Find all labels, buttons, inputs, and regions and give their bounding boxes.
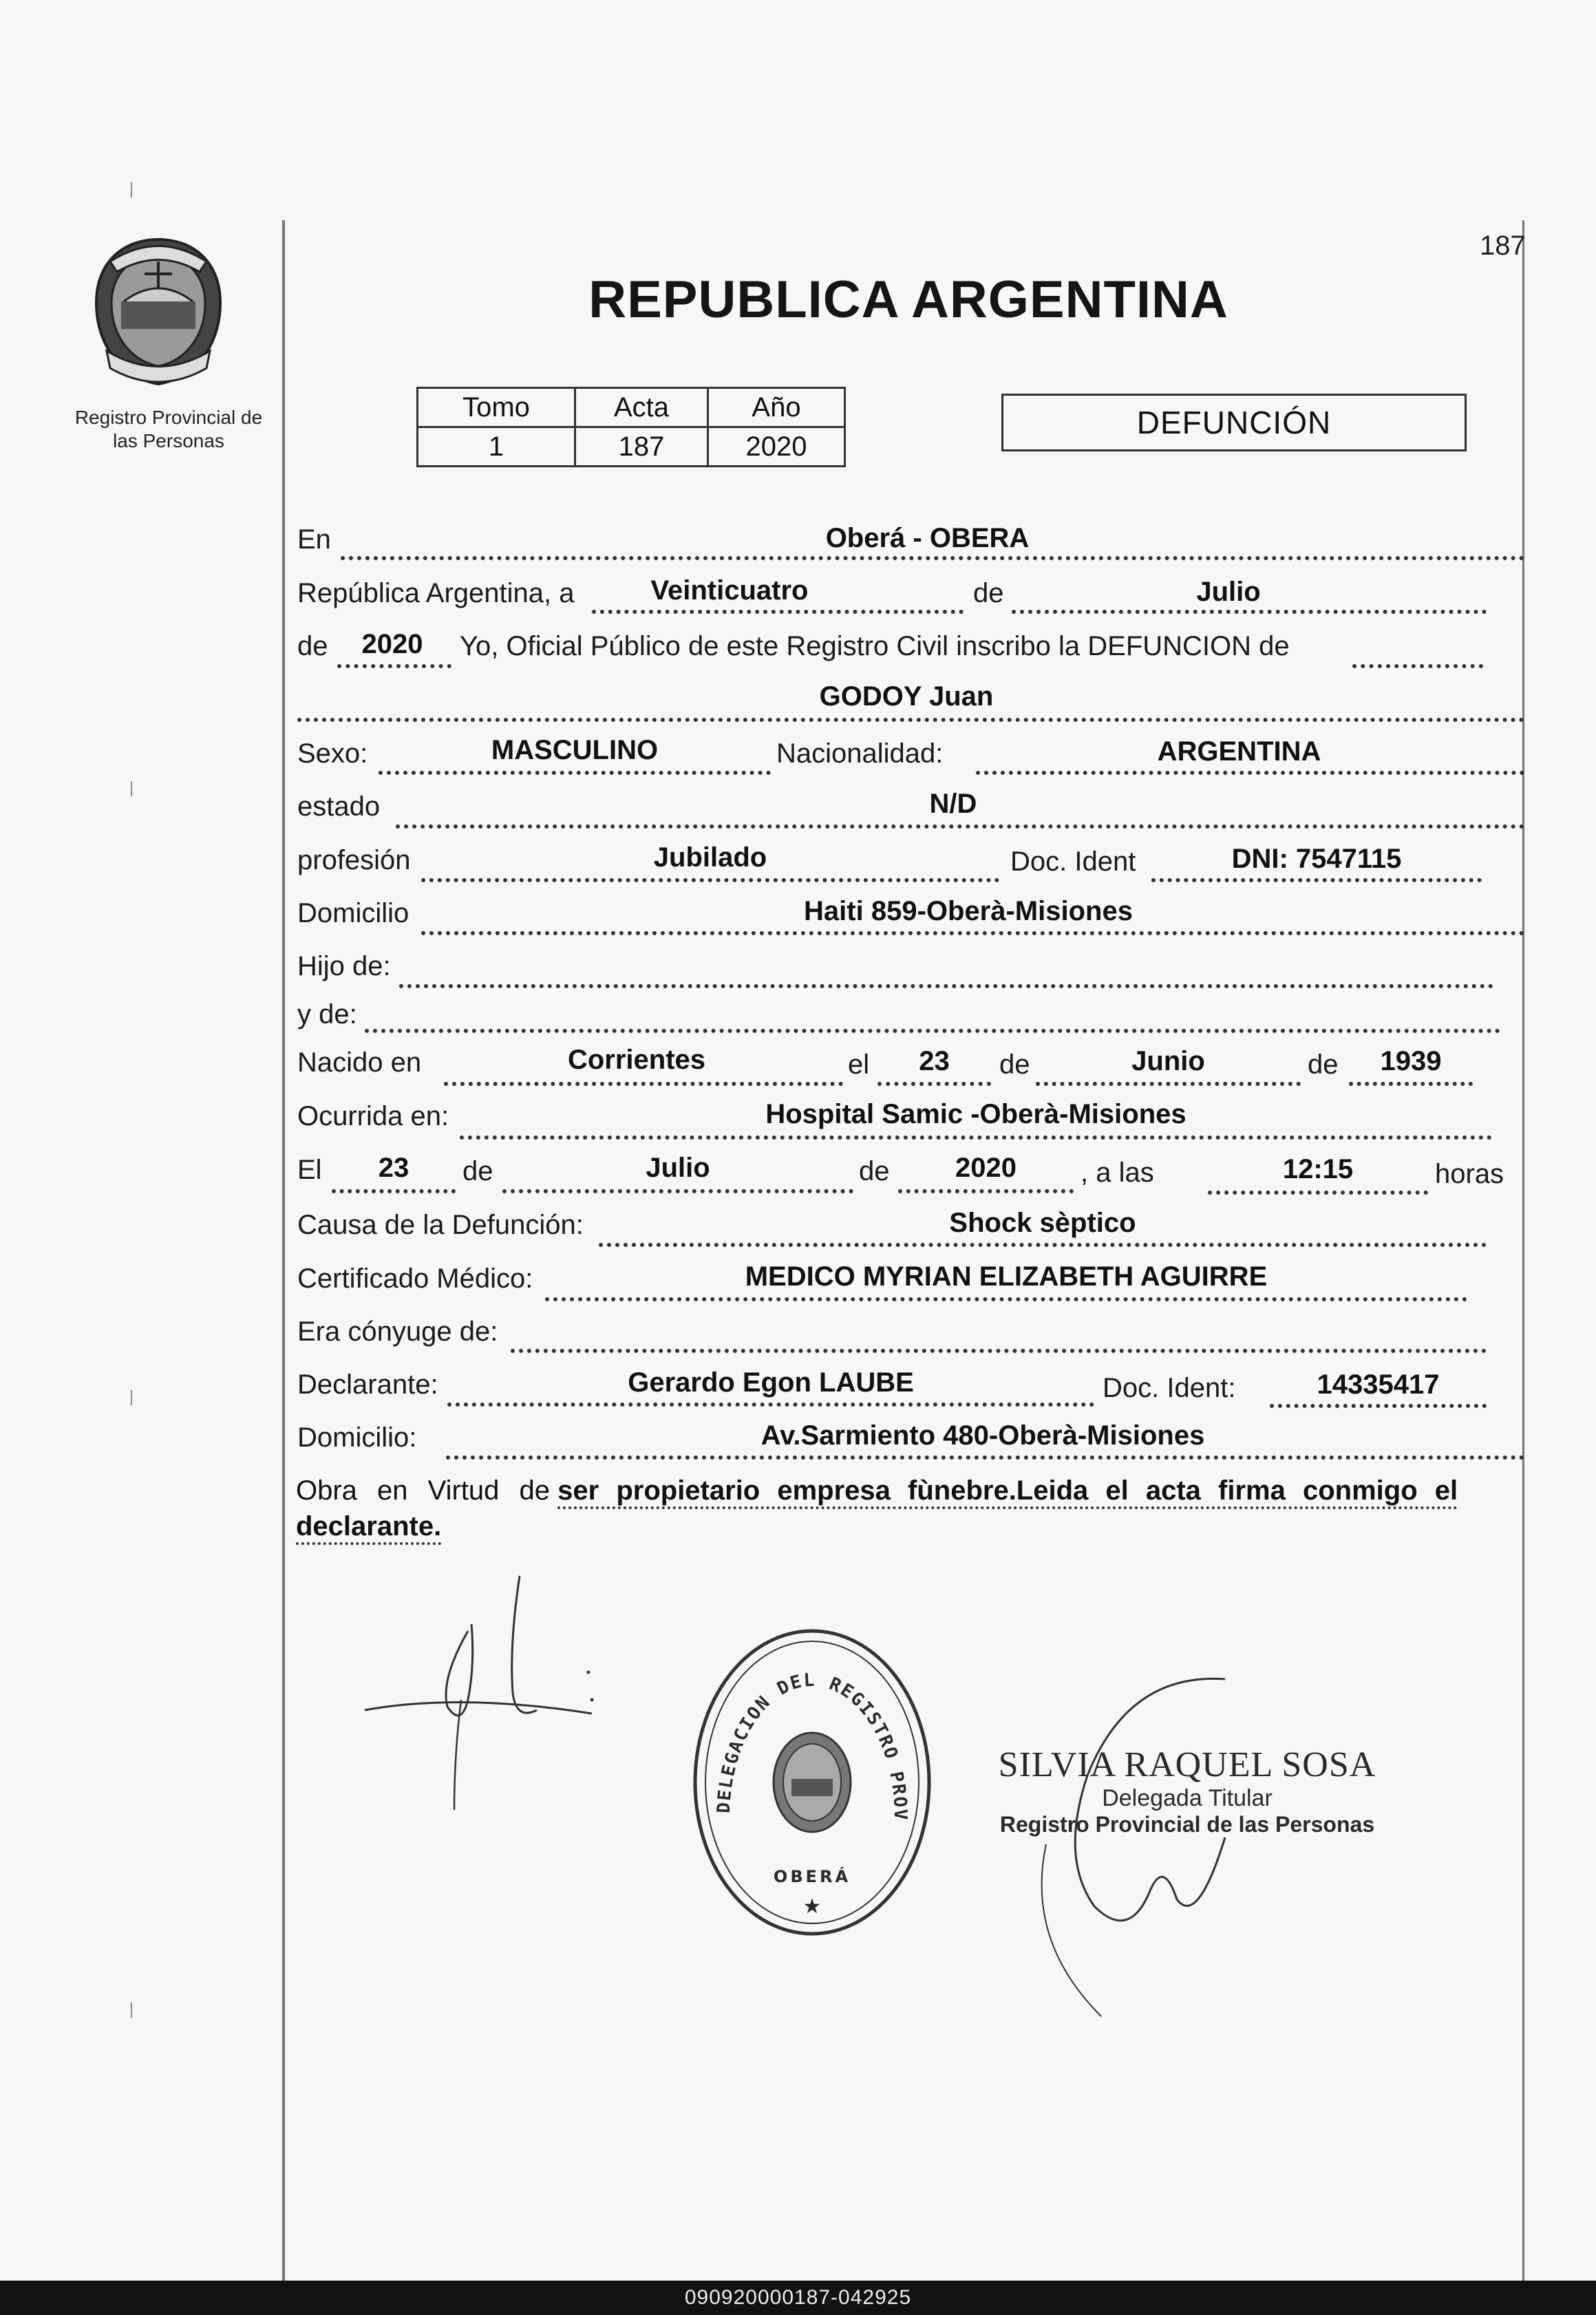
dotted-line	[898, 1189, 1074, 1193]
label-y-de: y de:	[297, 999, 357, 1030]
label-nacionalidad: Nacionalidad:	[776, 738, 944, 769]
value-death-time: 12:15	[1282, 1154, 1354, 1184]
label-horas: horas	[1435, 1159, 1504, 1189]
dotted-line	[421, 878, 999, 882]
label-domicilio: Domicilio	[297, 898, 409, 928]
value-death-day: 23	[378, 1153, 409, 1183]
dotted-line	[444, 1082, 843, 1086]
dotted-line	[502, 1189, 853, 1193]
label-causa: Causa de la Defunción:	[297, 1210, 584, 1240]
dotted-line	[337, 664, 451, 668]
official-name: SILVIA RAQUEL SOSA	[998, 1745, 1376, 1784]
value-document: DNI: 7547115	[1231, 844, 1402, 874]
label-doc-ident-declarant: Doc. Ident:	[1103, 1373, 1236, 1403]
dotted-line	[399, 984, 1493, 988]
label-de: de	[973, 578, 1004, 608]
punch-mark	[131, 182, 132, 198]
declarant-signature	[358, 1562, 619, 1824]
dotted-line	[421, 931, 1524, 935]
label-republica: República Argentina, a	[297, 578, 575, 608]
value-death-month: Julio	[646, 1153, 710, 1183]
label-domicilio-declarant: Domicilio:	[297, 1422, 417, 1453]
label-estado: estado	[297, 791, 381, 822]
label-de-death-year: de	[859, 1156, 890, 1186]
dotted-line	[1270, 1404, 1487, 1408]
dotted-line	[511, 1349, 1487, 1353]
punch-mark	[131, 1390, 132, 1405]
value-death-year: 2020	[955, 1153, 1017, 1183]
label-declarante: Declarante:	[297, 1369, 438, 1400]
value-birth-month: Junio	[1131, 1046, 1205, 1076]
value-declarant-address: Av.Sarmiento 480-Oberà-Misiones	[760, 1420, 1205, 1451]
label-ocurrida-en: Ocurrida en:	[297, 1101, 449, 1131]
dotted-line	[379, 771, 771, 775]
ano-value: 2020	[708, 427, 845, 467]
label-obra: Obra en Virtud de	[296, 1475, 551, 1506]
official-org: Registro Provincial de las Personas	[999, 1812, 1375, 1837]
acta-value: 187	[575, 427, 708, 467]
official-signature	[1019, 1665, 1266, 2023]
dotted-line	[877, 1082, 991, 1086]
registry-seal	[688, 1624, 936, 1941]
value-certifier: MEDICO MYRIAN ELIZABETH AGUIRRE	[745, 1261, 1268, 1292]
dotted-line	[1349, 1082, 1473, 1086]
svg-text:★: ★	[802, 1895, 822, 1918]
dotted-line	[592, 610, 964, 614]
label-de-birth-year: de	[1308, 1049, 1339, 1080]
value-cause: Shock sèptico	[949, 1208, 1136, 1238]
label-de-death-month: de	[462, 1156, 493, 1186]
dotted-line	[976, 771, 1524, 775]
value-declarant-doc: 14335417	[1317, 1369, 1440, 1400]
label-a-las: , a las	[1081, 1158, 1154, 1188]
page-number: 187	[1480, 231, 1526, 261]
acta-header: Acta	[575, 388, 708, 427]
value-death-place: Hospital Samic -Oberà-Misiones	[765, 1099, 1187, 1129]
record-type-box: DEFUNCIÓN	[1001, 394, 1467, 451]
dotted-line	[365, 1029, 1500, 1033]
ano-header: Año	[708, 388, 845, 427]
official-stamp	[981, 1745, 1394, 1837]
dotted-line	[1036, 1082, 1301, 1086]
label-nacido-en: Nacido en	[297, 1047, 422, 1078]
label-conyuge: Era cónyuge de:	[297, 1316, 498, 1347]
svg-text:DELEGACION DEL REGISTRO PROVIN: DELEGACION DEL REGISTRO PROV	[713, 1669, 911, 1822]
svg-text:OBERÁ: OBERÁ	[773, 1867, 851, 1886]
dotted-line	[297, 718, 1524, 722]
value-place: Oberá - OBERA	[825, 523, 1030, 553]
value-birth-place: Corrientes	[567, 1045, 706, 1075]
dotted-line	[460, 1135, 1492, 1140]
record-table	[416, 387, 846, 467]
label-el: el	[848, 1049, 870, 1080]
dotted-line	[1012, 610, 1487, 614]
label-sexo: Sexo:	[297, 738, 368, 769]
official-role: Delegada Titular	[1102, 1785, 1273, 1811]
value-declarant: Gerardo Egon LAUBE	[628, 1367, 914, 1398]
label-en: En	[297, 524, 331, 555]
label-el-cap: El	[297, 1155, 322, 1185]
punch-mark	[131, 781, 132, 796]
dotted-line	[446, 1455, 1524, 1460]
right-margin-line	[1522, 220, 1524, 2281]
label-de-year: de	[297, 631, 328, 661]
dotted-line	[341, 556, 1524, 560]
label-de-birth-month: de	[999, 1049, 1030, 1080]
document-code-bar: 090920000187-042925	[0, 2281, 1596, 2315]
dotted-line	[1208, 1191, 1428, 1195]
label-yo: Yo, Oficial Público de este Registro Civil inscribo la DEFUNCION de	[460, 631, 1290, 661]
label-hijo-de: Hijo de:	[297, 951, 391, 981]
value-reason: ser propietario empresa fùnebre.Leida el acta firma conmigo el declarante.	[296, 1475, 1458, 1541]
registry-caption-line1: Registro Provincial de	[74, 407, 263, 428]
label-certificado: Certificado Médico:	[297, 1263, 533, 1294]
value-year: 2020	[361, 629, 423, 659]
value-month: Julio	[1196, 577, 1261, 607]
value-nationality: ARGENTINA	[1157, 736, 1321, 767]
dotted-line	[599, 1243, 1487, 1247]
punch-mark	[131, 2003, 132, 2018]
dotted-line	[1151, 878, 1482, 882]
value-birth-year: 1939	[1380, 1046, 1442, 1076]
reason-paragraph	[296, 1473, 1518, 1544]
left-margin-line	[282, 220, 285, 2281]
dotted-line	[545, 1297, 1467, 1301]
value-civil-status: N/D	[929, 789, 977, 819]
value-day-words: Veinticuatro	[650, 575, 809, 606]
registry-caption	[62, 406, 275, 453]
value-birth-day: 23	[919, 1046, 950, 1076]
label-profesion: profesión	[297, 845, 411, 875]
label-doc-ident: Doc. Ident	[1010, 846, 1136, 877]
registry-caption-line2: las Personas	[113, 430, 224, 451]
tomo-header: Tomo	[418, 388, 575, 427]
value-deceased-name: GODOY Juan	[819, 681, 994, 712]
value-profession: Jubilado	[653, 842, 767, 873]
tomo-value: 1	[418, 427, 575, 467]
dotted-line	[396, 824, 1524, 829]
dotted-line	[332, 1189, 456, 1193]
dotted-line	[447, 1402, 1094, 1407]
value-address: Haiti 859-Oberà-Misiones	[804, 896, 1133, 926]
value-sex: MASCULINO	[491, 735, 659, 765]
page-title: REPUBLICA ARGENTINA	[588, 270, 1228, 329]
dotted-line	[1352, 664, 1483, 668]
